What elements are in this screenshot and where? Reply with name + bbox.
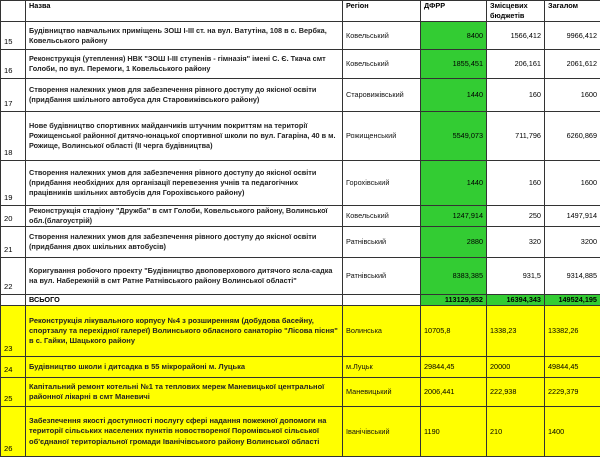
total-dfrr: 113129,852 <box>421 295 487 306</box>
row-number: 15 <box>1 22 26 50</box>
total-value: 9966,412 <box>545 22 600 50</box>
row-number: 23 <box>1 306 26 357</box>
dfrr-value: 8383,385 <box>421 258 487 295</box>
local-value: 320 <box>487 227 545 258</box>
total-local: 16394,343 <box>487 295 545 306</box>
region: Маневицький <box>343 378 421 407</box>
row-number: 26 <box>1 407 26 457</box>
header-region: Регіон <box>343 1 421 22</box>
row-number: 18 <box>1 112 26 161</box>
dfrr-value: 1855,451 <box>421 50 487 79</box>
dfrr-value: 8400 <box>421 22 487 50</box>
table-row <box>1 161 600 206</box>
local-value: 711,796 <box>487 112 545 161</box>
region: Ковельський <box>343 22 421 50</box>
project-name: Реконструкція стадіону "Дружба" в смт Голоби, Ковельського району, Волинської обл.(благоустрій) <box>26 206 343 227</box>
total-row <box>1 295 600 306</box>
total-value: 1600 <box>545 79 600 112</box>
local-value: 160 <box>487 161 545 206</box>
local-value: 210 <box>487 407 545 457</box>
total-value: 13382,26 <box>545 306 600 357</box>
row-number: 22 <box>1 258 26 295</box>
local-value: 250 <box>487 206 545 227</box>
header-local: Змісцевих бюджетів <box>487 1 545 22</box>
total-total: 149524,195 <box>545 295 600 306</box>
row-number: 24 <box>1 357 26 378</box>
total-value: 1600 <box>545 161 600 206</box>
total-label: ВСЬОГО <box>26 295 343 306</box>
local-value: 160 <box>487 79 545 112</box>
row-number: 20 <box>1 206 26 227</box>
total-value: 49844,45 <box>545 357 600 378</box>
row-number: 25 <box>1 378 26 407</box>
row-number: 16 <box>1 50 26 79</box>
header-num <box>1 1 26 22</box>
table-row-highlighted <box>1 407 600 457</box>
table-row <box>1 112 600 161</box>
dfrr-value: 29844,45 <box>421 357 487 378</box>
local-value: 222,938 <box>487 378 545 407</box>
region: Ковельський <box>343 206 421 227</box>
dfrr-value: 1440 <box>421 79 487 112</box>
project-name: Забезпечення якості доступності послугу сфері надання пожежної допомоги на території сільських населених пунктів новоствореної Поромівської сільської об'єднаної територіальної громади Іванічівського району Волинської області <box>26 407 343 457</box>
table-row <box>1 50 600 79</box>
table-row <box>1 206 600 227</box>
region: Ратнівський <box>343 227 421 258</box>
row-number: 17 <box>1 79 26 112</box>
dfrr-value: 10705,8 <box>421 306 487 357</box>
total-region <box>343 295 421 306</box>
total-value: 9314,885 <box>545 258 600 295</box>
dfrr-value: 1247,914 <box>421 206 487 227</box>
region: Іванічівський <box>343 407 421 457</box>
project-name: Капітальний ремонт котельні №1 та теплових мереж Маневицької центральної районної лікарні в смт Маневичі <box>26 378 343 407</box>
total-value: 6260,869 <box>545 112 600 161</box>
local-value: 1566,412 <box>487 22 545 50</box>
header-name: Назва <box>26 1 343 22</box>
row-number: 19 <box>1 161 26 206</box>
local-value: 20000 <box>487 357 545 378</box>
dfrr-value: 5549,073 <box>421 112 487 161</box>
dfrr-value: 1440 <box>421 161 487 206</box>
total-value: 3200 <box>545 227 600 258</box>
region: Горохівський <box>343 161 421 206</box>
project-name: Будівництво школи і дитсадка в 55 мікрорайоні м. Луцька <box>26 357 343 378</box>
dfrr-value: 1190 <box>421 407 487 457</box>
table-row <box>1 22 600 50</box>
total-value: 2229,379 <box>545 378 600 407</box>
region: Старовижівський <box>343 79 421 112</box>
project-name: Реконструкція (утеплення) НВК "ЗОШ І-ІІІ ступенів - гімназія" імені С. Є. Ткача смт Голоби, по вул. Перемоги, 1 Ковельського району <box>26 50 343 79</box>
total-value: 1497,914 <box>545 206 600 227</box>
table-row <box>1 227 600 258</box>
region: Рожищенський <box>343 112 421 161</box>
local-value: 931,5 <box>487 258 545 295</box>
table-row-highlighted <box>1 357 600 378</box>
project-name: Створення належних умов для забезпечення рівного доступу до якісної освіти (придбання шкільного автобуса для Старовижівського району) <box>26 79 343 112</box>
project-name: Реконструкція лікувального корпусу №4 з розширенням (добудова басейну, спортзалу та перехідної галереї) Волинського обласного санаторію "Лісова пісня" в с. Гайки, Шацького району <box>26 306 343 357</box>
table-row-highlighted <box>1 378 600 407</box>
total-num <box>1 295 26 306</box>
table-row <box>1 79 600 112</box>
header-row <box>1 1 600 22</box>
row-number: 21 <box>1 227 26 258</box>
region: м.Луцьк <box>343 357 421 378</box>
local-value: 206,161 <box>487 50 545 79</box>
dfrr-value: 2880 <box>421 227 487 258</box>
project-name: Створення належних умов для забезпечення рівного доступу до якісної освіти (придбання необхідних для організації перевезення учнів та педагогічних працівників шкільних автобусів для Горохівського району) <box>26 161 343 206</box>
header-dfrr: ДФРР <box>421 1 487 22</box>
total-value: 2061,612 <box>545 50 600 79</box>
project-name: Створення належних умов для забезпечення рівного доступу до якісної освіти (придбання двох шкільних автобусів) <box>26 227 343 258</box>
header-total: Загалом <box>545 1 600 22</box>
table-row <box>1 258 600 295</box>
region: Ковельський <box>343 50 421 79</box>
local-value: 1338,23 <box>487 306 545 357</box>
dfrr-value: 2006,441 <box>421 378 487 407</box>
table-row-highlighted <box>1 306 600 357</box>
project-name: Будівництво навчальних приміщень ЗОШ І-ІІІ ст. на вул. Ватутіна, 108 в с. Вербка, Ковельського району <box>26 22 343 50</box>
region: Ратнівський <box>343 258 421 295</box>
region: Волинська <box>343 306 421 357</box>
project-name: Коригування робочого проекту "Будівництво двоповерхового дитячого ясла-садка на вул. Набережній в смт Ратне Ратнівського району Волинської області" <box>26 258 343 295</box>
project-name: Нове будівництво спортивних майданчиків штучним покриттям на території Рожищенської районної дитячо-юнацької спортивної школи по вул. Гагаріна, 40 в м. Рожище, Волинської області (ІІ черга будівництва) <box>26 112 343 161</box>
total-value: 1400 <box>545 407 600 457</box>
